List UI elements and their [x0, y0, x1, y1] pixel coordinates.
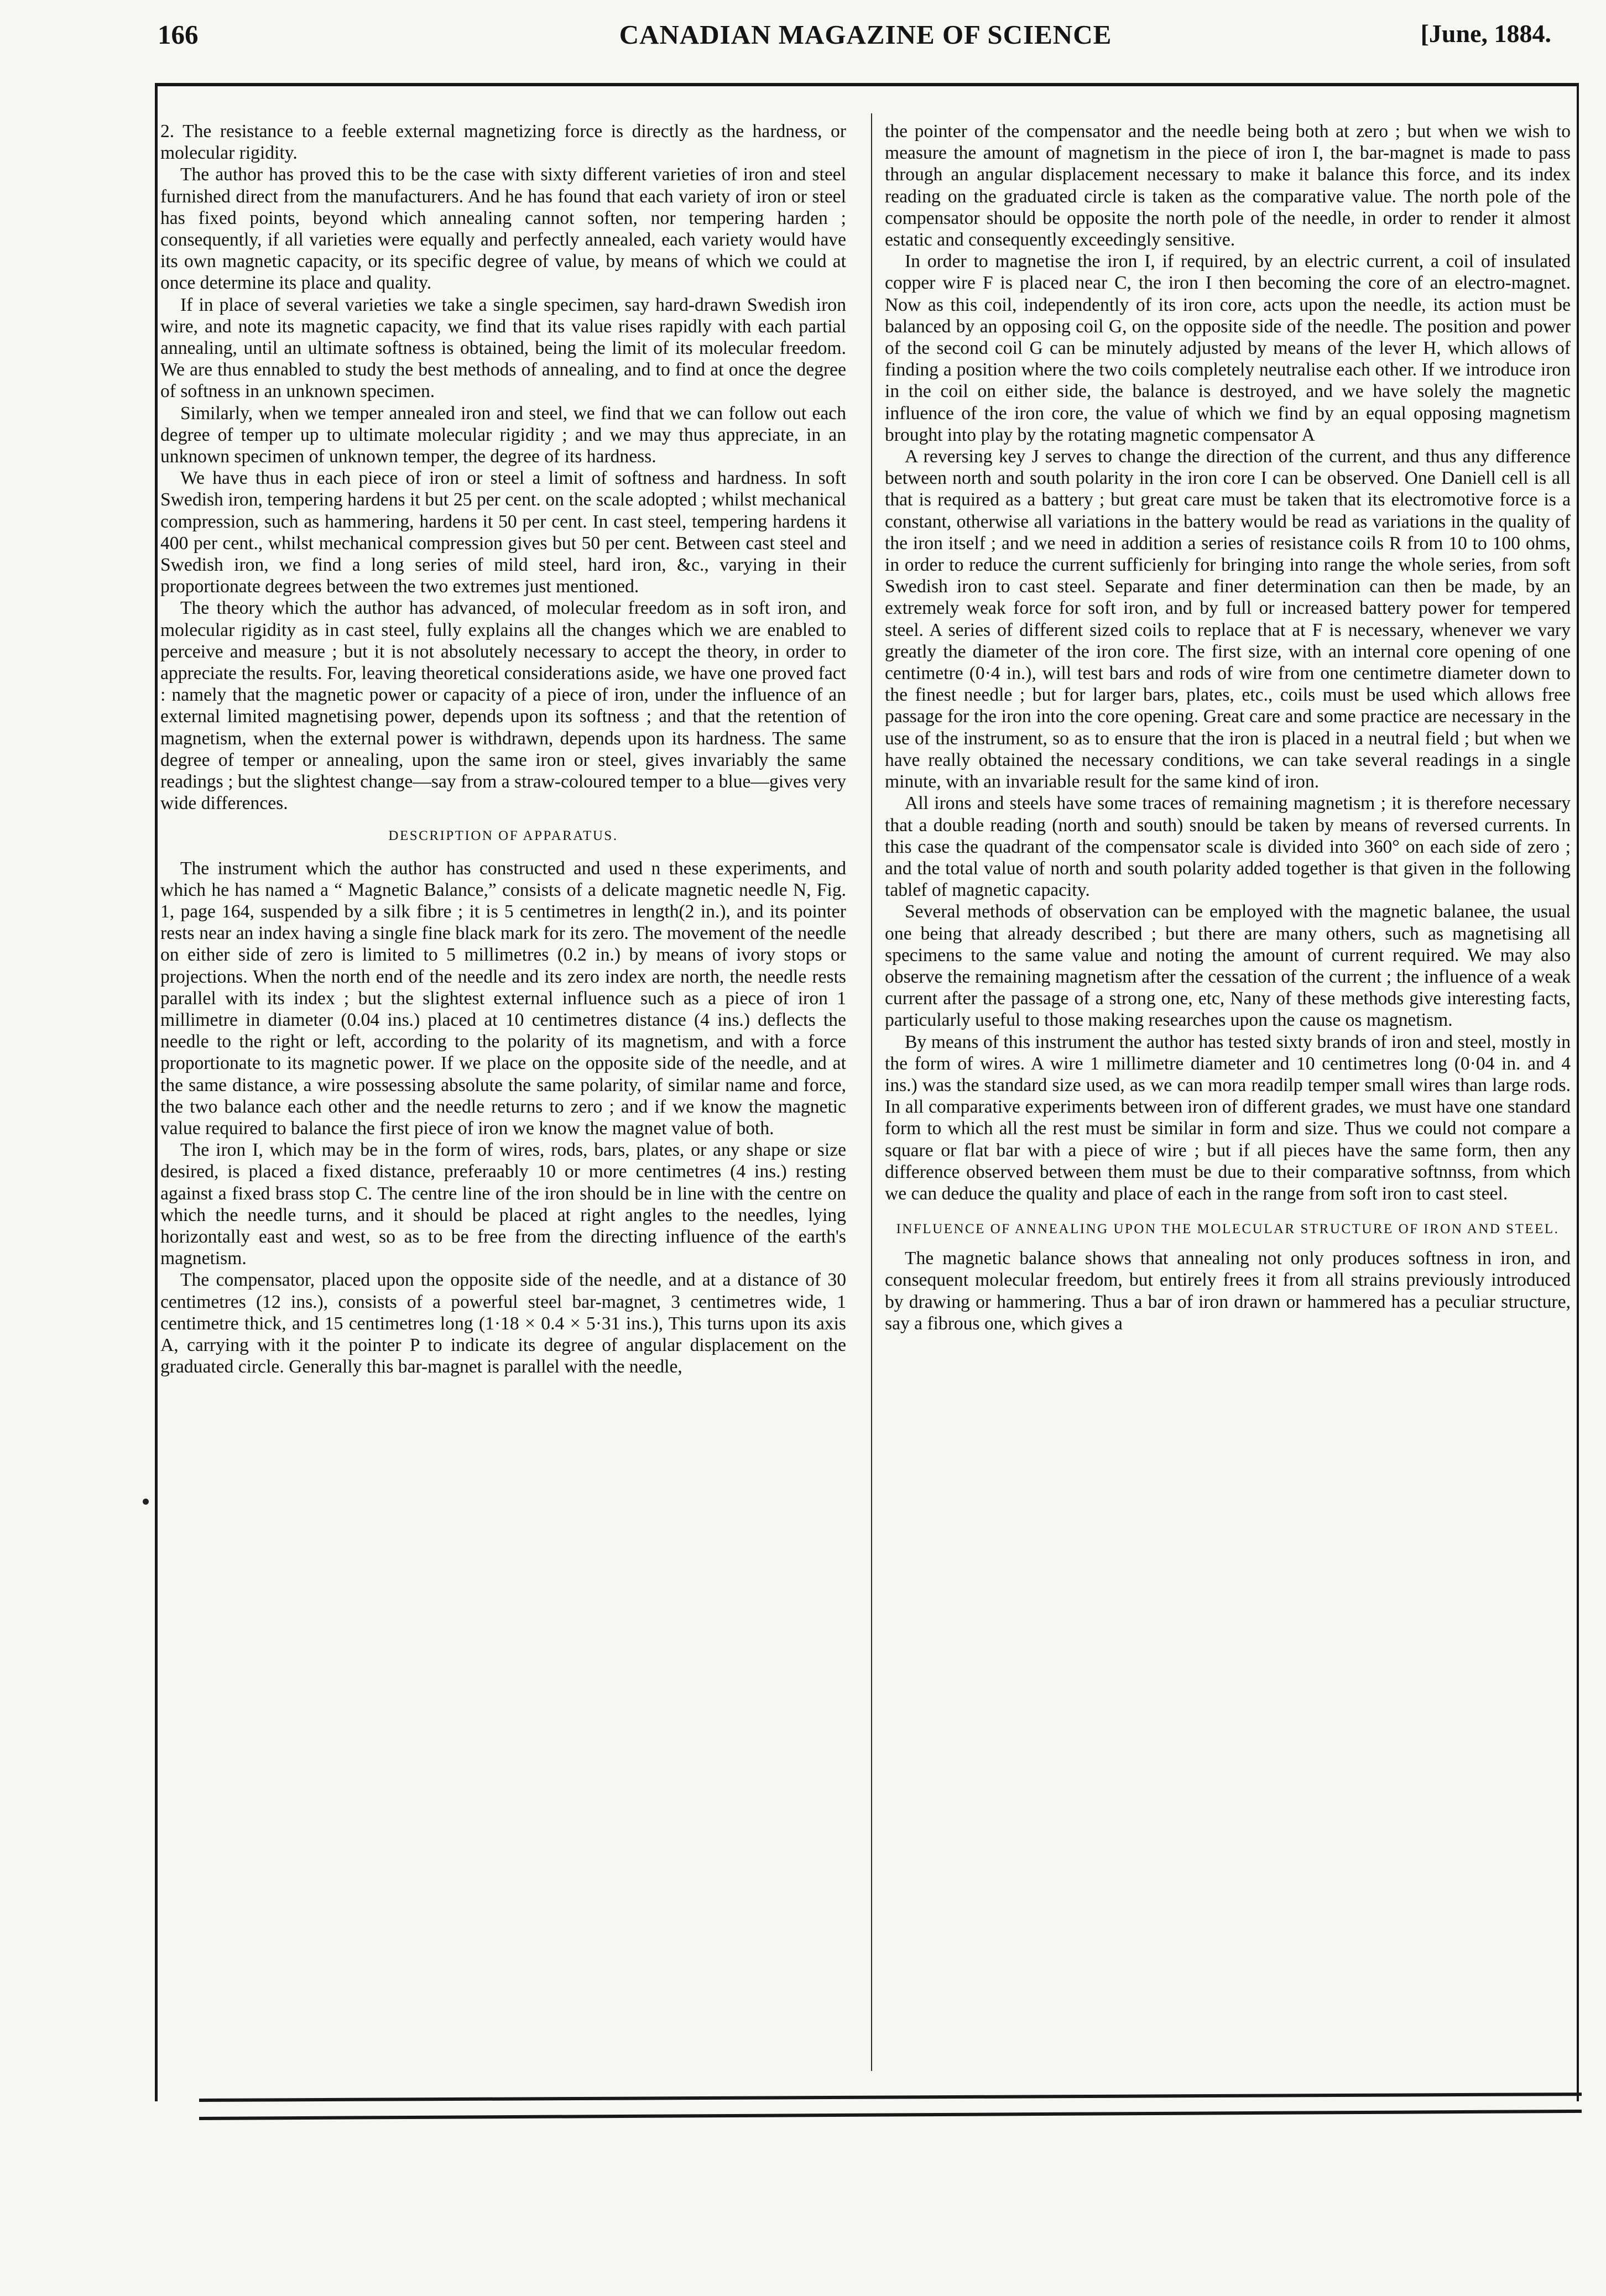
- margin-dot: [143, 1499, 149, 1505]
- paragraph: The iron I, which may be in the form of wires, rods, bars, plates, or any shape or size desired, is placed a fixed distance, preferaably 10 or more centimetres (4 ins.) resting against a fixed brass stop C. The centre line of the iron should be in line with the centre on which the needle turns, and it should be placed at right angles to the needles, lying horizontally east and west, so as to be free from the directing influence of the earth's magnetism.: [160, 1140, 846, 1269]
- paragraph: The instrument which the author has constructed and used n these experiments, and which he has named a “ Magnetic Balance,” consists of a delicate magnetic needle N, Fig. 1, page 164, suspended by a silk fibre ; it is 5 centimetres in length(2 in.), and its pointer rests near an index having a single fine black mark for its zero. The movement of the needle on either side of zero is limited to 5 millimetres (0.2 in.) by means of ivory stops or projections. When the north end of the needle and its zero index are north, the needle rests parallel with its index ; but the slightest external influence such as a piece of iron 1 millimetre in diameter (0.04 ins.) placed at 10 centimetres distance (4 ins.) deflects the needle to the right or left, according to the polarity of its magnetism, and with a force proportionate to its magnetic power. If we place on the opposite side of the needle, and at the same distance, a wire possessing absolute the same polarity, of similar name and force, the two balance each other and the needle returns to zero ; and if we know the magnetic value required to balance the first piece of iron we know the magnet value of both.: [160, 858, 846, 1139]
- journal-title: CANADIAN MAGAZINE OF SCIENCE: [619, 19, 1112, 50]
- section-heading-annealing: INFLUENCE OF ANNEALING UPON THE MOLECULAR STRUCTURE OF IRON AND STEEL.: [896, 1222, 1560, 1237]
- column-divider: [871, 113, 872, 2071]
- paragraph: If in place of several varieties we take a single specimen, say hard-drawn Swedish iron wire, and note its magnetic capacity, we find that its value rises rapidly with each partial annealing, until an ultimate softness is obtained, being the limit of its molecular freedom. We are thus ennabled to study the best methods of annealing, and to find at once the degree of softness in an unknown specimen.: [160, 294, 846, 402]
- paragraph: In order to magnetise the iron I, if required, by an electric current, a coil of insulated copper wire F is placed near C, the iron I then becoming the core of an electro-magnet. Now as this coil, independently of its iron core, acts upon the needle, its action must be balanced by an opposing coil G, on the opposite side of the needle. The position and power of the second coil G can be minutely adjusted by means of the lever H, which allows of finding a position where the two coils completely neutralise each other. If we introduce iron in the coil on either side, the balance is destroyed, and we have solely the magnetic influence of the iron core, the value of which we find by an equal opposing magnetism brought into play by the rotating magnetic compensator A: [885, 251, 1571, 445]
- paragraph: the pointer of the compensator and the needle being both at zero ; but when we wish to measure the amount of magnetism in the piece of iron I, the bar-magnet is made to pass through an angular displacement necessary to make it balance this force, and its index reading on the graduated circle is taken as the comparative value. The north pole of the compensator should be opposite the north pole of the needle, in order to render it almost estatic and consequently exceedingly sensitive.: [885, 121, 1571, 251]
- frame-bottom-rule-outer: [199, 2110, 1582, 2120]
- paragraph: Similarly, when we temper annealed iron and steel, we find that we can follow out each degree of temper up to ultimate molecular rigidity ; and we may thus appreciate, in an unknown specimen of unknown temper, the degree of its hardness.: [160, 403, 846, 467]
- paragraph: The author has proved this to be the case with sixty different varieties of iron and steel furnished direct from the manufacturers. And he has found that each variety of iron or steel has fixed points, beyond which annealing cannot soften, nor tempering harden ; consequently, if all varieties were equally and perfectly annealed, each variety would have its own magnetic capacity, or its specific degree of value, by means of which we could at once determine its place and quality.: [160, 164, 846, 294]
- issue-date: [June, 1884.: [1420, 19, 1551, 48]
- paragraph: The compensator, placed upon the opposite side of the needle, and at a distance of 30 centimetres (12 ins.), consists of a powerful steel bar-magnet, 3 centimetres wide, 1 centimetre thick, and 15 centimetres long (1·18 × 0.4 × 5·31 ins.), This turns upon its axis A, carrying with it the pointer P to indicate its degree of angular displacement on the graduated circle. Generally this bar-magnet is parallel with the needle,: [160, 1270, 846, 1377]
- paragraph: By means of this instrument the author has tested sixty brands of iron and steel, mostly in the form of wires. A wire 1 millimetre diameter and 10 centimetres long (0·04 in. and 4 ins.) was the standard size used, as we can mora readilp temper small wires than large rods. In all comparative experiments between iron of different grades, we must have one standard form to which all the rest must be similar in form and size. Thus we could not compare a square or flat bar with a piece of wire ; but if all pieces have the same form, then any difference observed between them must be due to their comparative softnnss, from which we can deduce the quality and place of each in the range from soft iron to cast steel.: [885, 1031, 1571, 1204]
- paragraph: The theory which the author has advanced, of molecular freedom as in soft iron, and molecular rigidity as in cast steel, fully explains all the changes which we are enabled to perceive and measure ; but it is not absolutely necessary to accept the theory, in order to appreciate the results. For, leaving theoretical considerations aside, we have one proved fact : namely that the magnetic power or capacity of a piece of iron, under the influence of an external limited magnetising power, depends upon its softness ; and that the retention of magnetism, when the external power is withdrawn, depends upon its hardness. The same degree of temper or annealing, upon the same iron or steel, gives invariably the same readings ; but the slightest change—say from a straw-coloured temper to a blue—gives very wide differences.: [160, 598, 846, 814]
- paragraph: The magnetic balance shows that annealing not only produces softness in iron, and consequent molecular freedom, but entirely frees it from all strains previously introduced by drawing or hammering. Thus a bar of iron drawn or hammered has a peculiar structure, say a fibrous one, which gives a: [885, 1248, 1571, 1334]
- left-column: [160, 121, 846, 2089]
- paragraph: All irons and steels have some traces of remaining magnetism ; it is therefore necessary that a double reading (north and south) snould be taken by means of reversed currents. In this case the quadrant of the compensator scale is divided into 360° on each side of zero ; and the total value of north and south polarity added together is that given in the following tablef of magnetic capacity.: [885, 793, 1571, 901]
- paragraph: A reversing key J serves to change the direction of the current, and thus any difference between north and south polarity in the iron core I can be observed. One Daniell cell is all that is required as a battery ; but great care must be taken that its electromotive force is a constant, otherwise all variations in the battery would be read as variations in the quality of the iron itself ; and we need in addition a series of resistance coils R from 10 to 100 ohms, in order to reduce the current sufficienly for bringing into range the whole series, from soft Swedish iron to cast steel. Separate and finer determination can then be made, by an extremely weak force for soft iron, and by full or increased battery power for tempered steel. A series of different sized coils to replace that at F is necessary, whenever we vary greatly the diameter of the iron core. The first size, with an internal core opening of one centimetre (0·4 in.), will test bars and rods of wire from one centimetre diameter down to the finest needle ; but for larger bars, plates, etc., coils must be used which allows free passage for the iron into the core opening. Great care and some practice are necessary in the use of the instrument, so as to ensure that the iron is placed in a neutral field ; but when we have really obtained the necessary conditions, we can take several readings in a single minute, with an invariable result for the same kind of iron.: [885, 446, 1571, 792]
- paragraph: 2. The resistance to a feeble external magnetizing force is directly as the hardness, or molecular rigidity.: [160, 121, 846, 164]
- paragraph: We have thus in each piece of iron or steel a limit of softness and hardness. In soft Swedish iron, tempering hardens it but 25 per cent. on the scale adopted ; whilst mechanical compression, such as hammering, hardens it 50 per cent. In cast steel, tempering hardens it 400 per cent., whilst mechanical compression gives but 50 per cent. Between cast steel and Swedish iron, we find a long series of mild steel, hard iron, &c., varying in their proportionate degrees between the two extremes just mentioned.: [160, 468, 846, 597]
- page-number: 166: [158, 19, 199, 50]
- section-heading-apparatus: DESCRIPTION OF APPARATUS.: [388, 828, 618, 843]
- paragraph: Several methods of observation can be employed with the magnetic balanee, the usual one being that already described ; but there are many others, such as magnetising all specimens to the same value and noting the amount of current required. We may also observe the remaining magnetism after the cessation of the current ; the influence of a weak current after the passage of a strong one, etc, Nany of these methods give interesting facts, particularly useful to those making researches upon the cause os magnetism.: [885, 901, 1571, 1031]
- running-header: [158, 19, 1573, 63]
- right-column: [885, 121, 1571, 2089]
